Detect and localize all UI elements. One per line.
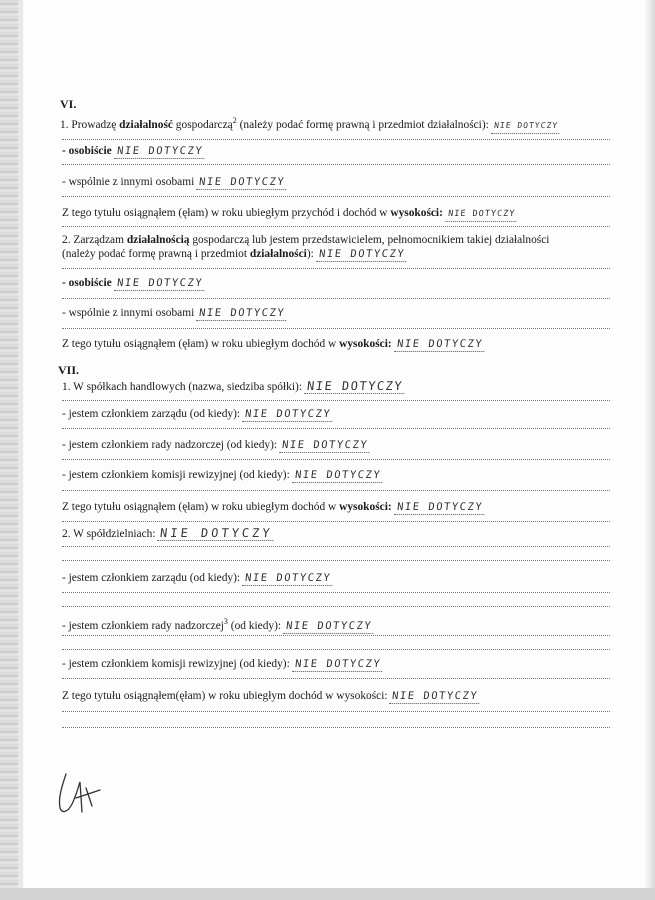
- text: - jestem członkiem komisji rewizyjnej (od kiedy):: [62, 469, 290, 481]
- answer-line: [62, 139, 610, 140]
- text: Z tego tytułu osiągnąłem (ęłam) w roku ubiegłym dochód w: [62, 501, 340, 513]
- text-bold: wysokości:: [339, 501, 392, 513]
- text-bold: działalnością: [126, 234, 190, 246]
- vi-item1-line: [60, 114, 560, 134]
- handwritten-answer: NIE DOTYCZY: [304, 379, 406, 394]
- handwritten-answer: NIE DOTYCZY: [316, 247, 408, 262]
- vii-rada-2: [62, 615, 374, 634]
- footnote-ref: 3: [223, 617, 228, 626]
- vi-osobiscie-2: [62, 276, 205, 291]
- text: 1. Prowadzę: [60, 118, 120, 131]
- text: Z tego tytułu osiągnąłem (ęłam) w roku ubiegłym dochód w: [62, 338, 340, 350]
- handwritten-answer: NIE DOTYCZY: [114, 276, 206, 291]
- answer-line: [62, 400, 610, 401]
- section-vii-heading: VII.: [58, 363, 80, 377]
- text-bold: działalność: [119, 118, 173, 131]
- vi-tytul-2: [62, 337, 485, 352]
- footnote-ref: 2: [232, 116, 237, 125]
- answer-line: [62, 490, 610, 491]
- vii-tytul-3: [62, 500, 485, 515]
- text: Z tego tytułu osiągnąłem(ęłam) w roku ubiegłym dochód w wysokości:: [62, 690, 388, 702]
- handwritten-answer: NIE DOTYCZY: [390, 689, 482, 704]
- handwritten-answer: NIE DOTYCZY: [158, 526, 276, 541]
- text-bold: wysokości:: [390, 207, 443, 219]
- text: Z tego tytułu osiągnąłem (ęłam) w roku ubiegłym przychód i dochód w: [62, 207, 391, 219]
- answer-line: [62, 521, 610, 522]
- text: ):: [306, 248, 314, 260]
- text-bold: - osobiście: [62, 277, 112, 289]
- scan-binding-edge: [0, 0, 18, 900]
- answer-line: [62, 196, 610, 197]
- handwritten-answer: NIE DOTYCZY: [242, 571, 334, 586]
- text: (należy podać formę prawną i przedmiot działalności):: [236, 118, 489, 131]
- vii-komisja-1: [62, 468, 383, 483]
- text: (od kiedy):: [227, 619, 282, 632]
- text: - jestem członkiem zarządu (od kiedy):: [62, 572, 241, 584]
- vi-tytul-1: [62, 206, 517, 222]
- scan-binding-shadow: [18, 0, 23, 900]
- answer-line: [62, 592, 610, 593]
- text: 2. W spółdzielniach:: [62, 528, 156, 540]
- text: - wspólnie z innymi osobami: [62, 176, 195, 188]
- answer-line: [62, 560, 610, 561]
- text: gospodarczą lub jestem przedstawicielem, pełnomocnikiem takiej działalności: [189, 234, 550, 246]
- text: 2. Zarządzam: [62, 234, 127, 246]
- vi-item2-line: [62, 233, 549, 247]
- text: - wspólnie z innymi osobami: [62, 307, 195, 319]
- vii-spoldzielnie: [62, 526, 275, 541]
- answer-line: [62, 678, 610, 679]
- answer-line: [62, 727, 610, 728]
- scan-right-edge: [645, 0, 655, 900]
- text: (należy podać formę prawną i przedmiot: [62, 248, 250, 260]
- vii-zarzad-1: [62, 407, 333, 422]
- handwritten-answer: NIE DOTYCZY: [196, 175, 288, 190]
- vi-wspolnie-1: [62, 175, 287, 190]
- handwritten-answer: NIE DOTYCZY: [292, 468, 384, 483]
- answer-line: [62, 635, 610, 636]
- handwritten-answer: NIE DOTYCZY: [445, 207, 518, 222]
- handwritten-answer: NIE DOTYCZY: [394, 337, 486, 352]
- answer-line: [62, 164, 610, 165]
- answer-line: [62, 298, 610, 299]
- vi-item2-line2: [62, 247, 407, 262]
- handwritten-answer: NIE DOTYCZY: [279, 438, 371, 453]
- scan-bottom-edge: [0, 888, 655, 900]
- answer-line: [62, 649, 610, 650]
- handwritten-answer: NIE DOTYCZY: [114, 144, 206, 159]
- signature-mark: [52, 768, 112, 818]
- vi-osobiscie-1: [62, 144, 205, 159]
- text-bold: wysokości:: [339, 338, 392, 350]
- answer-line: [62, 268, 610, 269]
- handwritten-answer: NIE DOTYCZY: [242, 407, 334, 422]
- answer-line: [62, 428, 610, 429]
- answer-line: [62, 711, 610, 712]
- handwritten-answer: NIE DOTYCZY: [283, 619, 375, 634]
- answer-line: [62, 606, 610, 607]
- text-bold: działalności: [249, 248, 307, 260]
- handwritten-answer: NIE DOTYCZY: [491, 119, 561, 134]
- text: - jestem członkiem zarządu (od kiedy):: [62, 408, 241, 420]
- vii-tytul-4: [62, 689, 480, 704]
- vii-spolki-handlowe: [62, 379, 405, 394]
- text: - jestem członkiem komisji rewizyjnej (od kiedy):: [62, 658, 290, 670]
- handwritten-answer: NIE DOTYCZY: [196, 306, 288, 321]
- text: 1. W spółkach handlowych (nazwa, siedziba spółki):: [62, 381, 302, 393]
- vi-wspolnie-2: [62, 306, 287, 321]
- answer-line: [62, 328, 610, 329]
- handwritten-answer: NIE DOTYCZY: [394, 500, 486, 515]
- answer-line: [62, 226, 610, 227]
- text-bold: - osobiście: [62, 145, 112, 157]
- vii-rada-1: [62, 438, 370, 453]
- answer-line: [62, 459, 610, 460]
- answer-line: [62, 546, 610, 547]
- text: gospodarczą: [172, 118, 233, 131]
- vii-komisja-2: [62, 657, 383, 672]
- section-vi-heading: VI.: [60, 97, 77, 111]
- text: - jestem członkiem rady nadzorczej: [62, 619, 224, 632]
- vii-zarzad-2: [62, 571, 333, 586]
- handwritten-answer: NIE DOTYCZY: [292, 657, 384, 672]
- text: - jestem członkiem rady nadzorczej (od kiedy):: [62, 439, 278, 451]
